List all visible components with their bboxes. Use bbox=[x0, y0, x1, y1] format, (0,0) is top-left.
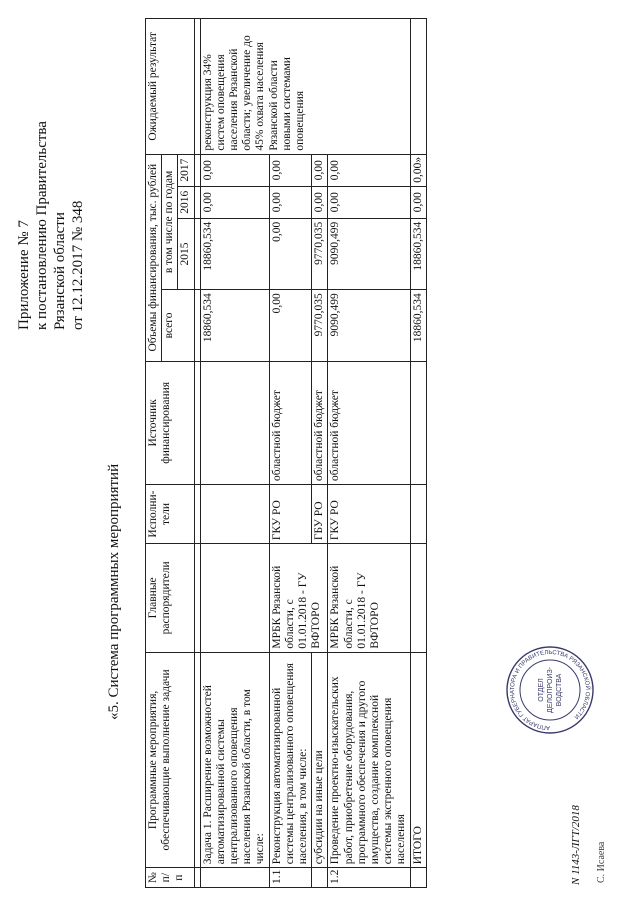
row-1-1-manager: МРБК Рязанской области, с 01.01.2018 - ГУ ВФТОРО bbox=[269, 544, 328, 652]
office-stamp bbox=[505, 645, 595, 735]
stamp-line-1: ОТДЕЛ bbox=[538, 678, 545, 702]
row-subsidy-source: областной бюджет bbox=[312, 361, 328, 484]
row-1-1-text: Реконструкция автоматизированной системы централизованного оповещения населения, в том числе: bbox=[269, 652, 312, 868]
appendix-line-3: Рязанской области bbox=[52, 212, 68, 330]
header-managers: Главные распорядители bbox=[146, 544, 195, 652]
row-1-2-source: областной бюджет bbox=[328, 361, 410, 484]
header-total: всего bbox=[162, 290, 194, 361]
header-source: Источник финансирования bbox=[146, 361, 195, 484]
row-1-1-2016: 0,00 bbox=[269, 186, 312, 218]
row-1-2-total: 9090,499 bbox=[328, 290, 410, 361]
stamp-ring-text: АППАРАТ ГУБЕРНАТОРА И ПРАВИТЕЛЬСТВА РЯЗАНСКОЙ ОБЛАСТИ bbox=[509, 649, 591, 731]
total-sum: 18860,534 bbox=[410, 290, 426, 361]
row-1-2-2016: 0,00 bbox=[328, 186, 410, 218]
appendix-line-1: Приложение № 7 bbox=[16, 220, 32, 330]
handwritten-note: С. Исаева bbox=[596, 841, 607, 883]
header-2015: 2015 bbox=[178, 218, 194, 289]
row-1-1-source: областной бюджет bbox=[269, 361, 312, 484]
task-2017: 0,00 bbox=[200, 154, 269, 186]
row-1-2-manager: МРБК Рязанской области, с 01.01.2018 - ГУ ВФТОРО bbox=[328, 544, 410, 652]
appendix-line-4: от 12.12.2017 № 348 bbox=[70, 200, 86, 330]
appendix-block bbox=[15, 121, 87, 330]
header-by-years: в том числе по годам bbox=[162, 154, 178, 290]
row-1-1-num: 1.1 bbox=[269, 868, 312, 888]
row-1-2-executor: ГКУ РО bbox=[328, 484, 410, 543]
header-2017: 2017 bbox=[178, 154, 194, 186]
task-total: 18860,534 bbox=[200, 290, 269, 361]
row-1-1-2017: 0,00 bbox=[269, 154, 312, 186]
row-subsidy-2017: 0,00 bbox=[312, 154, 328, 186]
row-1-1-total: 0,00 bbox=[269, 290, 312, 361]
row-subsidy-executor: ГБУ РО bbox=[312, 484, 328, 543]
section-title: «5. Система программных мероприятий bbox=[106, 463, 122, 720]
task-2016: 0,00 bbox=[200, 186, 269, 218]
total-2015: 18860,534 bbox=[410, 218, 426, 289]
program-table bbox=[145, 18, 427, 888]
row-1-2-text: Проведение проектно-изыскательских работ, приобретение оборудования, программного обеспечения и другого имущества, создание комплексной системы экстренного оповещения населения bbox=[328, 652, 410, 868]
stamp-line-3: ВОДСТВА bbox=[556, 673, 563, 707]
task-text: Задача 1. Расширение возможностей автоматизированной системы централизованного оповещения населения Рязанской области, в том числе: bbox=[200, 652, 269, 868]
header-row-1 bbox=[146, 19, 162, 888]
row-1-1-executor: ГКУ РО bbox=[269, 484, 312, 543]
row-subsidy-2016: 0,00 bbox=[312, 186, 328, 218]
header-result: Ожидаемый результат bbox=[146, 19, 195, 155]
header-volumes: Объемы финансирования, тыс. рублей bbox=[146, 154, 162, 361]
stamp-line-2: ДЕЛОПРОИЗ- bbox=[547, 666, 554, 714]
total-2017: 0,00» bbox=[410, 154, 426, 186]
total-row bbox=[410, 19, 426, 888]
header-executors: Исполни-тели bbox=[146, 484, 195, 543]
task-result: реконструкция 34% систем оповещения населения Рязанской области; увеличение до 45% охвата населения Рязанской области новыми системами оповещения bbox=[200, 19, 410, 155]
header-2016: 2016 bbox=[178, 186, 194, 218]
task-row bbox=[200, 19, 269, 888]
signature-mark: N 1143-ЛГТ/2018 bbox=[570, 805, 582, 885]
row-1-2-num: 1.2 bbox=[328, 868, 410, 888]
total-2016: 0,00 bbox=[410, 186, 426, 218]
row-subsidy-text: субсидии на иные цели bbox=[312, 652, 328, 868]
row-1-2-2015: 9090,499 bbox=[328, 218, 410, 289]
row-1-2-2017: 0,00 bbox=[328, 154, 410, 186]
header-measures: Программные мероприятия, обеспечивающие выполнение задачи bbox=[146, 652, 195, 868]
header-num: № п/п bbox=[146, 868, 195, 888]
appendix-line-2: к постановлению Правительства bbox=[34, 121, 50, 330]
row-subsidy-2015: 9770,035 bbox=[312, 218, 328, 289]
row-1-1-2015: 0,00 bbox=[269, 218, 312, 289]
total-label: ИТОГО bbox=[410, 652, 426, 868]
task-2015: 18860,534 bbox=[200, 218, 269, 289]
row-subsidy-total: 9770,035 bbox=[312, 290, 328, 361]
